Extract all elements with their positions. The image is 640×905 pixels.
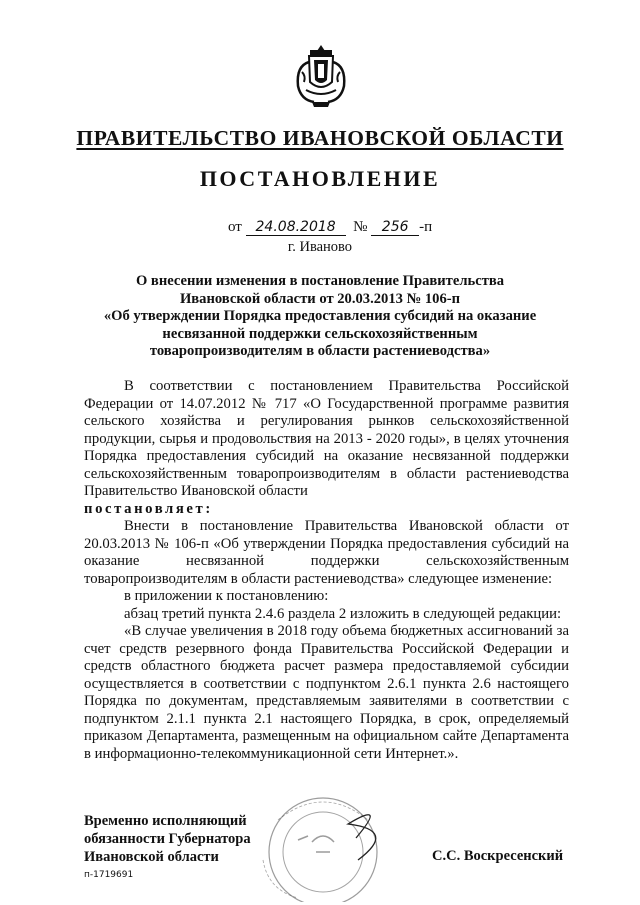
document-heading [100, 273, 540, 361]
government-name: ПРАВИТЕЛЬСТВО ИВАНОВСКОЙ ОБЛАСТИ [76, 126, 564, 150]
date-prefix: от [228, 219, 242, 235]
heading-line: «Об утверждении Порядка предоставления субсидий на оказание [103, 308, 537, 324]
decision-paragraph: Внести в постановление Правительства Ивановской области от 20.03.2013 № 106-п «Об утверждении Порядка предоставления субсидий на оказание несвязанной поддержки сельскохозяйственным товаропроизводителям в области растениеводства» следующее изменение: [84, 518, 569, 587]
coat-of-arms-icon [292, 42, 350, 110]
appendix-paragraph: в приложении к постановлению: [124, 588, 329, 604]
number-sign: № [353, 219, 368, 235]
position-line: Временно исполняющий [84, 813, 247, 829]
heading-line: Ивановской области от 20.03.2013 № 106-п [179, 290, 461, 307]
preamble-block [84, 378, 569, 518]
heading-line: несвязанной поддержки сельскохозяйственным [162, 325, 478, 342]
preamble-paragraph: В соответствии с постановлением Правительства Российской Федерации от 14.07.2012 № 717 «О Государственной программе развития сельского хозяйства и регулирования рынков сельскохозяйственной продукции, сырья и продовольствия на 2013 - 2020 годы», в целях уточнения Порядка предоставления субсидий на оказание несвязанной поддержки сельскохозяйственным товаропроизводителям в области растениеводства Правительство Ивановской области [84, 378, 569, 499]
position-line: Ивановской области [84, 849, 219, 865]
new-text-paragraph: «В случае увеличения в 2018 году объема бюджетных ассигнований за счет средств резервного фонда Правительства Российской Федерации и средств областного бюджета расчет размера предоставляемой субсидии осуществляется в соответствии с подпунктом 2.6.1 пункта 2.6 настоящего Порядка по документам, представляемым заявителями в соответствии с подпунктом 2.1.1 пункта 2.1 настоящего Порядка, в срок, определяемый приказом Департамента, размещенным на официальном сайте Департамента в информационно-телекоммуникационной сети Интернет.». [84, 623, 569, 762]
date-number-line [228, 219, 432, 236]
heading-line: О внесении изменения в постановление Правительства [135, 273, 505, 289]
amendment-paragraph: абзац третий пункта 2.4.6 раздела 2 изложить в следующей редакции: [124, 605, 562, 622]
document-type: ПОСТАНОВЛЕНИЕ [199, 166, 441, 191]
position-line: обязанности Губернатора [84, 831, 251, 847]
number-suffix: -п [419, 219, 433, 235]
handwritten-date: 24.08.2018 [246, 220, 346, 236]
signatory-position [84, 812, 251, 866]
city: г. Иваново [287, 239, 353, 255]
handwritten-number: 256 [371, 220, 419, 236]
signatory-name: С.С. Воскресенский [432, 848, 564, 864]
registration-number: п-1719691 [84, 870, 134, 880]
decision-block [84, 518, 569, 763]
stamp-seal-icon [238, 790, 408, 902]
heading-line: товаропроизводителям в области растениеводства» [149, 343, 491, 359]
resolves-word: постановляет: [84, 500, 213, 517]
